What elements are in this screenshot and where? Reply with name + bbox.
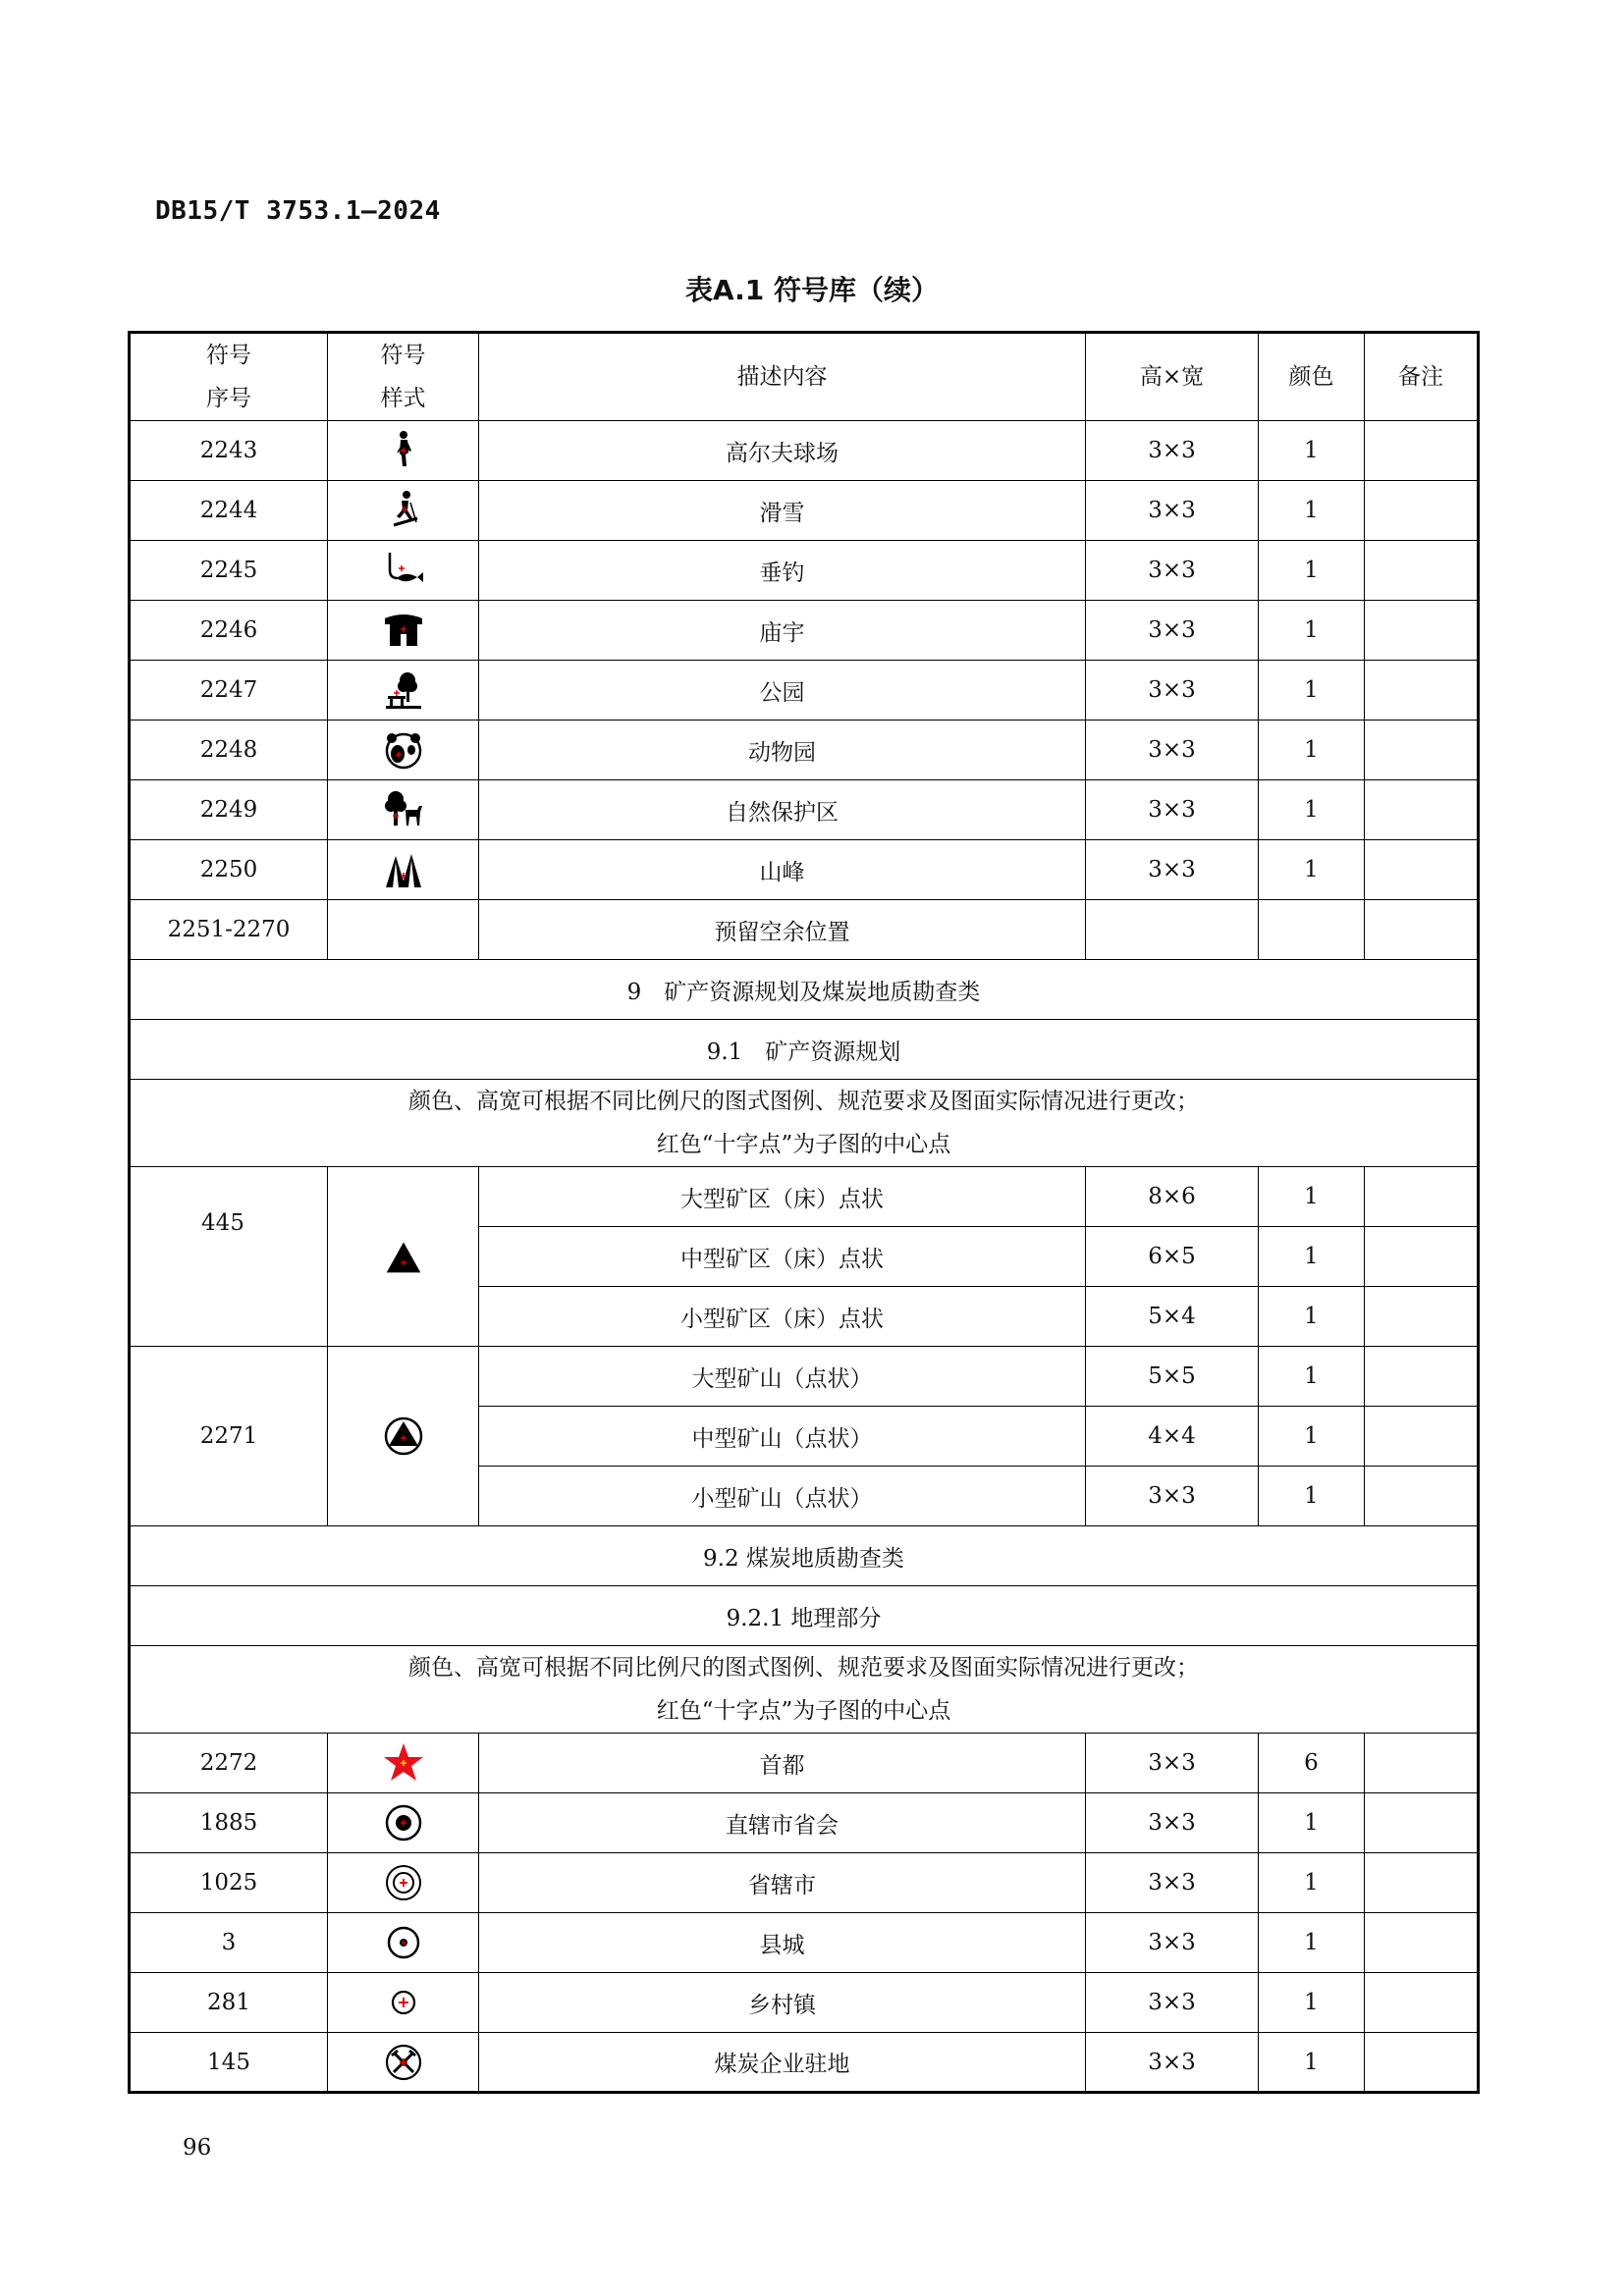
symbol-cell: [328, 721, 479, 780]
size-cell: 3×3: [1086, 1973, 1259, 2033]
coal-enterprise-icon: [382, 2041, 425, 2084]
desc-cell: 中型矿山（点状）: [479, 1407, 1086, 1467]
fishing-icon: [382, 549, 425, 592]
table-title: 表A.1 符号库（续）: [684, 274, 940, 306]
table-row: [130, 661, 1479, 721]
size-cell: 4×4: [1086, 1407, 1259, 1467]
size-cell: 3×3: [1086, 1913, 1259, 1973]
color-cell: 1: [1259, 481, 1365, 541]
desc-cell: 滑雪: [479, 481, 1086, 541]
section-heading-row: [130, 1586, 1479, 1646]
seq-cell: 281: [130, 1973, 328, 2033]
table-row: [130, 1913, 1479, 1973]
remark-cell: [1365, 1734, 1479, 1793]
table-header-row: [130, 333, 1479, 421]
seq-cell: 2244: [130, 481, 328, 541]
seq-cell: 2248: [130, 721, 328, 780]
size-cell: 3×3: [1086, 601, 1259, 661]
table-row: [130, 900, 1479, 960]
desc-cell: 庙宇: [479, 601, 1086, 661]
section-note-row: [130, 1646, 1479, 1734]
symbol-cell: [328, 780, 479, 840]
size-cell: 3×3: [1086, 840, 1259, 900]
table-row: [130, 1347, 1479, 1407]
symbol-cell: [328, 1734, 479, 1793]
header-seq: 符号 序号: [130, 333, 328, 421]
seq-cell: 445: [130, 1167, 328, 1347]
seq-cell: 2251-2270: [130, 900, 328, 960]
desc-cell: 乡村镇: [479, 1973, 1086, 2033]
remark-cell: [1365, 481, 1479, 541]
color-cell: 1: [1259, 1973, 1365, 2033]
seq-cell: 2249: [130, 780, 328, 840]
size-cell: [1086, 900, 1259, 960]
color-cell: 1: [1259, 1467, 1365, 1526]
section-heading-row: [130, 1020, 1479, 1080]
header-style: 符号 样式: [328, 333, 479, 421]
table-row: [130, 1973, 1479, 2033]
table-row: [130, 421, 1479, 481]
seq-cell: 2250: [130, 840, 328, 900]
symbol-library-table: [128, 331, 1480, 2094]
prefecture-city-icon: [382, 1861, 425, 1904]
size-cell: 3×3: [1086, 2033, 1259, 2093]
table-row: [130, 1734, 1479, 1793]
seq-cell: 145: [130, 2033, 328, 2093]
color-cell: 1: [1259, 1793, 1365, 1853]
desc-cell: 自然保护区: [479, 780, 1086, 840]
remark-cell: [1365, 1793, 1479, 1853]
color-cell: 1: [1259, 661, 1365, 721]
seq-cell: 2272: [130, 1734, 328, 1793]
symbol-cell: [328, 900, 479, 960]
seq-cell: 2271: [130, 1347, 328, 1526]
color-cell: 1: [1259, 601, 1365, 661]
section-heading-row: [130, 1526, 1479, 1586]
section-9-title: 9 矿产资源规划及煤炭地质勘查类: [130, 960, 1479, 1020]
page-number: 96: [183, 2135, 212, 2161]
table-row: [130, 541, 1479, 601]
desc-cell: 动物园: [479, 721, 1086, 780]
color-cell: 1: [1259, 1913, 1365, 1973]
size-cell: 3×3: [1086, 541, 1259, 601]
table-row: [130, 840, 1479, 900]
remark-cell: [1365, 1913, 1479, 1973]
seq-cell: 2243: [130, 421, 328, 481]
symbol-cell: [328, 421, 479, 481]
remark-cell: [1365, 1287, 1479, 1347]
table-row: [130, 2033, 1479, 2093]
table-row: [130, 1853, 1479, 1913]
size-cell: 3×3: [1086, 721, 1259, 780]
size-cell: 8×6: [1086, 1167, 1259, 1227]
mine-area-triangle-icon: [384, 1237, 423, 1276]
provincial-capital-icon: [382, 1801, 425, 1844]
desc-cell: 小型矿山（点状）: [479, 1467, 1086, 1526]
panda-icon: [382, 728, 425, 772]
symbol-cell: [328, 1913, 479, 1973]
color-cell: [1259, 900, 1365, 960]
symbol-cell: [328, 601, 479, 661]
size-cell: 3×3: [1086, 421, 1259, 481]
desc-cell: 山峰: [479, 840, 1086, 900]
remark-cell: [1365, 2033, 1479, 2093]
color-cell: 1: [1259, 541, 1365, 601]
desc-cell: 大型矿区（床）点状: [479, 1167, 1086, 1227]
desc-cell: 省辖市: [479, 1853, 1086, 1913]
size-cell: 3×3: [1086, 1793, 1259, 1853]
desc-cell: 煤炭企业驻地: [479, 2033, 1086, 2093]
size-cell: 5×4: [1086, 1287, 1259, 1347]
golfer-icon: [382, 429, 425, 472]
remark-cell: [1365, 1467, 1479, 1526]
remark-cell: [1365, 601, 1479, 661]
size-cell: 5×5: [1086, 1347, 1259, 1407]
symbol-cell: [328, 840, 479, 900]
symbol-cell: [328, 2033, 479, 2093]
seq-cell: 2245: [130, 541, 328, 601]
color-cell: 1: [1259, 1227, 1365, 1287]
seq-cell: 2247: [130, 661, 328, 721]
note-line-2: 红色“十字点”为子图的中心点: [656, 1132, 951, 1157]
size-cell: 3×3: [1086, 1853, 1259, 1913]
remark-cell: [1365, 721, 1479, 780]
desc-cell: 县城: [479, 1913, 1086, 1973]
section-9-2-1-title: 9.2.1 地理部分: [130, 1586, 1479, 1646]
symbol-cell: [328, 1853, 479, 1913]
mine-circle-triangle-icon: [382, 1415, 425, 1458]
remark-cell: [1365, 661, 1479, 721]
symbol-cell: [328, 541, 479, 601]
size-cell: 3×3: [1086, 661, 1259, 721]
desc-cell: 直辖市省会: [479, 1793, 1086, 1853]
desc-cell: 公园: [479, 661, 1086, 721]
desc-cell: 高尔夫球场: [479, 421, 1086, 481]
section-note: [130, 1646, 1479, 1734]
capital-star-icon: [382, 1741, 425, 1785]
note-line-2: 红色“十字点”为子图的中心点: [656, 1698, 951, 1724]
seq-cell: 1885: [130, 1793, 328, 1853]
size-cell: 3×3: [1086, 780, 1259, 840]
symbol-cell: [328, 661, 479, 721]
remark-cell: [1365, 1227, 1479, 1287]
color-cell: 1: [1259, 1853, 1365, 1913]
remark-cell: [1365, 1973, 1479, 2033]
color-cell: 1: [1259, 840, 1365, 900]
color-cell: 1: [1259, 421, 1365, 481]
desc-cell: 首都: [479, 1734, 1086, 1793]
seq-cell: 3: [130, 1913, 328, 1973]
header-size: 高×宽: [1086, 333, 1259, 421]
color-cell: 1: [1259, 721, 1365, 780]
section-9-2-title: 9.2 煤炭地质勘查类: [130, 1526, 1479, 1586]
note-line-1: 颜色、高宽可根据不同比例尺的图式图例、规范要求及图面实际情况进行更改；: [408, 1655, 1199, 1681]
desc-cell: 大型矿山（点状）: [479, 1347, 1086, 1407]
desc-cell: 中型矿区（床）点状: [479, 1227, 1086, 1287]
remark-cell: [1365, 840, 1479, 900]
section-9-1-title: 9.1 矿产资源规划: [130, 1020, 1479, 1080]
section-note: [130, 1080, 1479, 1167]
size-cell: 3×3: [1086, 481, 1259, 541]
desc-cell: 小型矿区（床）点状: [479, 1287, 1086, 1347]
size-cell: 3×3: [1086, 1467, 1259, 1526]
color-cell: 1: [1259, 2033, 1365, 2093]
remark-cell: [1365, 1853, 1479, 1913]
skier-icon: [382, 489, 425, 532]
table-row: [130, 1793, 1479, 1853]
header-color: 颜色: [1259, 333, 1365, 421]
remark-cell: [1365, 1407, 1479, 1467]
remark-cell: [1365, 541, 1479, 601]
temple-icon: [382, 609, 425, 652]
table-row: [130, 481, 1479, 541]
remark-cell: [1365, 780, 1479, 840]
county-town-icon: [382, 1921, 425, 1964]
seq-cell: 2246: [130, 601, 328, 661]
header-desc: 描述内容: [479, 333, 1086, 421]
remark-cell: [1365, 1167, 1479, 1227]
symbol-cell: [328, 1347, 479, 1526]
remark-cell: [1365, 421, 1479, 481]
size-cell: 6×5: [1086, 1227, 1259, 1287]
nature-reserve-icon: [382, 788, 425, 831]
table-row: [130, 721, 1479, 780]
header-remark: 备注: [1365, 333, 1479, 421]
remark-cell: [1365, 1347, 1479, 1407]
mountain-peak-icon: [382, 848, 425, 891]
section-note-row: [130, 1080, 1479, 1167]
color-cell: 1: [1259, 1347, 1365, 1407]
desc-cell: 垂钓: [479, 541, 1086, 601]
seq-cell: 1025: [130, 1853, 328, 1913]
color-cell: 1: [1259, 1167, 1365, 1227]
table-row: [130, 780, 1479, 840]
symbol-cell: [328, 481, 479, 541]
note-line-1: 颜色、高宽可根据不同比例尺的图式图例、规范要求及图面实际情况进行更改；: [408, 1089, 1199, 1114]
park-icon: [382, 668, 425, 712]
symbol-cell: [328, 1167, 479, 1347]
township-icon: [382, 1981, 425, 2024]
desc-cell: 预留空余位置: [479, 900, 1086, 960]
color-cell: 1: [1259, 1287, 1365, 1347]
color-cell: 6: [1259, 1734, 1365, 1793]
table-row: [130, 601, 1479, 661]
symbol-cell: [328, 1973, 479, 2033]
color-cell: 1: [1259, 1407, 1365, 1467]
size-cell: 3×3: [1086, 1734, 1259, 1793]
section-heading-row: [130, 960, 1479, 1020]
table-row: [130, 1167, 1479, 1227]
remark-cell: [1365, 900, 1479, 960]
document-id: DB15/T 3753.1—2024: [155, 196, 441, 226]
color-cell: 1: [1259, 780, 1365, 840]
symbol-cell: [328, 1793, 479, 1853]
